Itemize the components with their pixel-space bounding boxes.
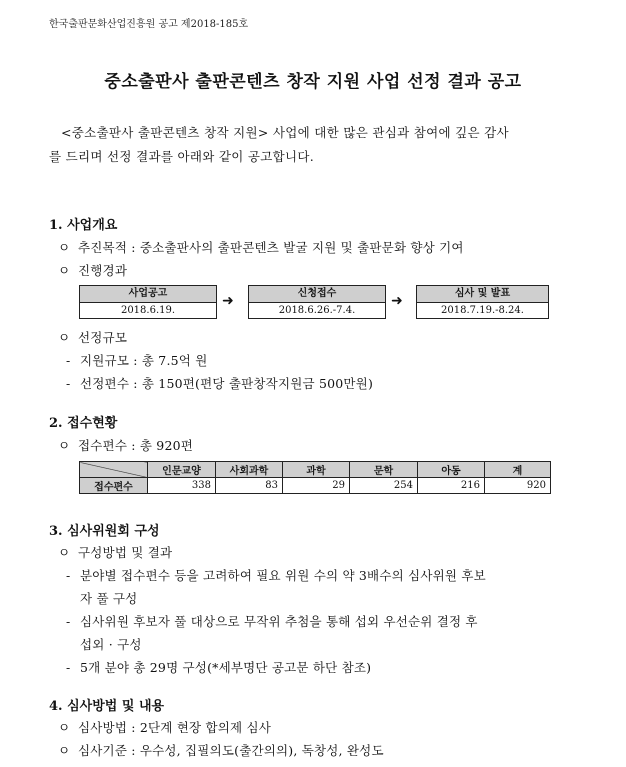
progress-item	[58, 261, 127, 279]
table-cell: 338	[148, 478, 216, 494]
table-header-cell: 아동	[418, 462, 485, 478]
table-cell: 83	[216, 478, 283, 494]
dash-icon: -	[66, 660, 71, 675]
table-header-cell: 계	[485, 462, 551, 478]
progress-flow	[79, 285, 549, 321]
section-heading-receipt: 2. 접수현황	[49, 416, 118, 431]
flow-step-label: 신청접수	[249, 286, 385, 303]
review-criteria-item	[58, 741, 384, 759]
scale-subitem-text: 지원규모 : 총 7.5억 원	[80, 353, 208, 368]
committee-method-label: 구성방법 및 결과	[78, 545, 173, 560]
progress-label: 진행경과	[78, 263, 128, 278]
scale-subitem	[66, 351, 208, 369]
page-title: 중소출판사 출판콘텐츠 창작 지원 사업 선정 결과 공고	[104, 72, 522, 92]
bullet-icon: ㅇ	[58, 330, 71, 345]
table-cell: 254	[350, 478, 418, 494]
committee-subitem-text: 5개 분야 총 29명 구성(*세부명단 공고문 하단 참조)	[80, 660, 372, 675]
committee-subitem-text: 분야별 접수편수 등을 고려하여 필요 위원 수의 약 3배수의 심사위원 후보	[80, 568, 486, 583]
table-cell: 216	[418, 478, 485, 494]
section-heading-review: 4. 심사방법 및 내용	[49, 699, 165, 714]
intro-line: <중소출판사 출판콘텐츠 창작 지원> 사업에 대한 많은 관심과 참여에 깊은 감사	[61, 125, 509, 140]
flow-step-label: 사업공고	[80, 286, 216, 303]
table-row	[80, 478, 551, 494]
committee-method-item	[58, 543, 172, 561]
table-cell: 29	[283, 478, 350, 494]
flow-step-date: 2018.6.26.-7.4.	[278, 305, 356, 316]
scale-subitem	[66, 374, 373, 392]
table-header-cell: 과학	[283, 462, 350, 478]
bullet-icon: ㅇ	[58, 240, 71, 255]
committee-subitem-text: 심사위원 후보자 풀 대상으로 무작위 추첨을 통해 섭외 우선순위 결정 후	[80, 614, 478, 629]
dash-icon: -	[66, 376, 71, 391]
bullet-icon: ㅇ	[58, 545, 71, 560]
receipt-total-item	[58, 436, 193, 454]
table-header-row	[80, 462, 551, 478]
bullet-icon: ㅇ	[58, 438, 71, 453]
table-header-cell: 사회과학	[216, 462, 283, 478]
bullet-icon: ㅇ	[58, 743, 71, 758]
receipt-table	[79, 461, 551, 494]
arrow-right-icon: ➜	[222, 293, 234, 309]
table-header-cell: 문학	[350, 462, 418, 478]
table-header-cell: 인문교양	[148, 462, 216, 478]
dash-icon: -	[66, 568, 71, 583]
flow-step	[416, 285, 549, 319]
purpose-item	[58, 238, 464, 256]
dash-icon: -	[66, 614, 71, 629]
committee-subitem	[66, 566, 486, 584]
scale-label: 선정규모	[78, 330, 128, 345]
intro-line: 를 드리며 선정 결과를 아래와 같이 공고합니다.	[49, 149, 315, 164]
table-corner-cell	[80, 462, 148, 478]
flow-step-label: 심사 및 발표	[417, 286, 548, 303]
flow-step-date: 2018.6.19.	[120, 305, 176, 316]
review-criteria-text: 심사기준 : 우수성, 집필의도(출간의의), 독창성, 완성도	[78, 743, 384, 758]
committee-subitem-continued: 섭외 · 구성	[80, 637, 142, 652]
flow-step	[248, 285, 386, 319]
dash-icon: -	[66, 353, 71, 368]
table-cell: 920	[485, 478, 551, 494]
bullet-icon: ㅇ	[58, 263, 71, 278]
scale-item	[58, 328, 127, 346]
committee-subitem	[66, 612, 478, 630]
committee-subitem-continued: 자 풀 구성	[80, 591, 138, 606]
flow-step-date: 2018.7.19.-8.24.	[441, 305, 524, 316]
arrow-right-icon: ➜	[391, 293, 403, 309]
section-heading-overview: 1. 사업개요	[49, 218, 118, 233]
bullet-icon: ㅇ	[58, 720, 71, 735]
flow-step	[79, 285, 217, 319]
receipt-total-text: 접수편수 : 총 920편	[78, 438, 194, 453]
table-row-label: 접수편수	[80, 478, 148, 494]
review-method-text: 심사방법 : 2단계 현장 합의제 심사	[78, 720, 272, 735]
scale-subitem-text: 선정편수 : 총 150편(편당 출판창작지원금 500만원)	[80, 376, 374, 391]
committee-subitem	[66, 658, 371, 676]
section-heading-committee: 3. 심사위원회 구성	[49, 524, 160, 539]
review-method-item	[58, 718, 271, 736]
intro-paragraph	[49, 121, 579, 169]
purpose-text: 추진목적 : 중소출판사의 출판콘텐츠 발굴 지원 및 출판문화 향상 기여	[78, 240, 464, 255]
announcement-number: 한국출판문화산업진흥원 공고 제2018-185호	[49, 19, 249, 30]
